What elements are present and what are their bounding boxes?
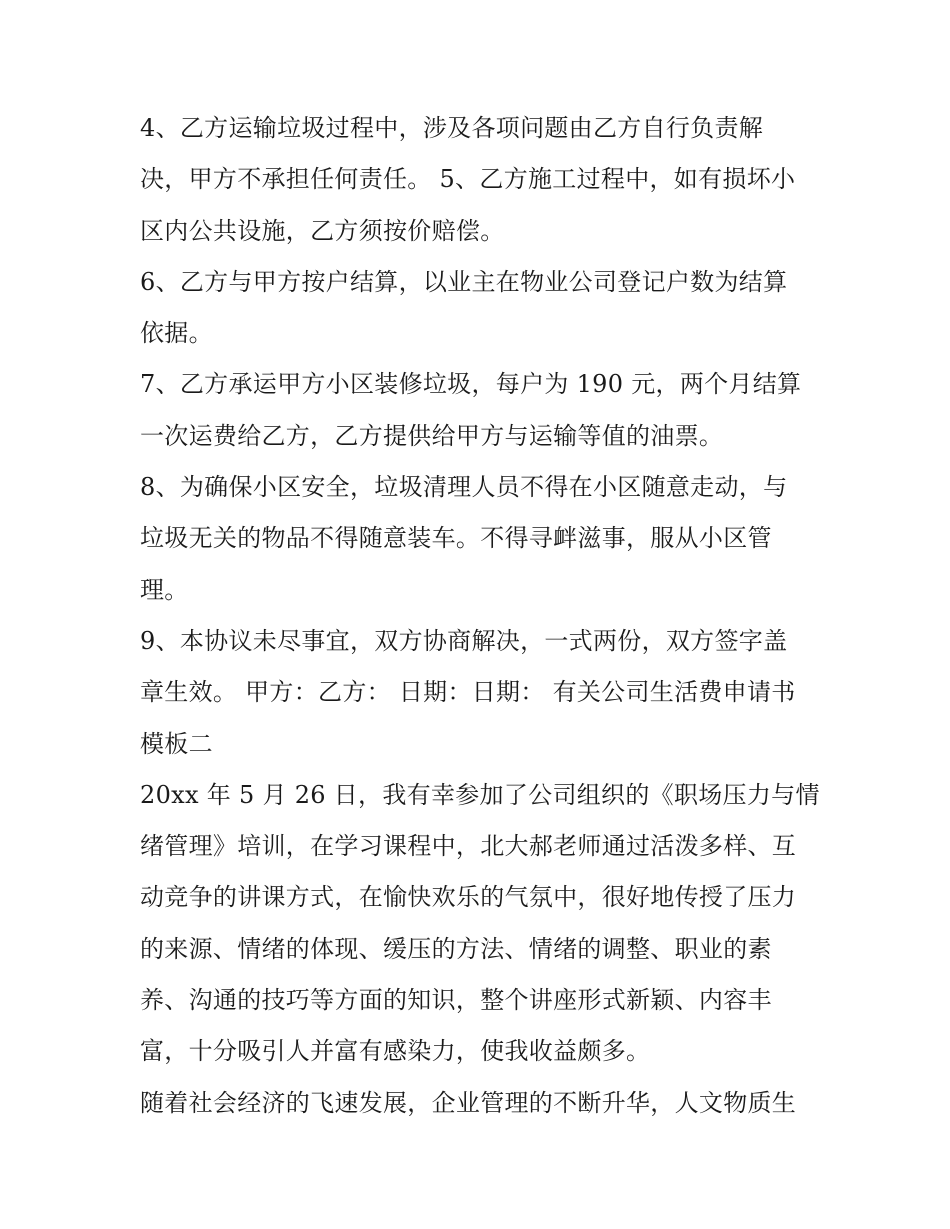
text-line: 9、本协议未尽事宜，双方协商解决，一式两份，双方签字盖: [140, 626, 788, 655]
text-line: 4、乙方运输垃圾过程中，涉及各项问题由乙方自行负责解: [140, 114, 764, 142]
text-line: 8、为确保小区安全，垃圾清理人员不得在小区随意走动，与: [140, 473, 788, 502]
text-line: 7、乙方承运甲方小区装修垃圾，每户为 190 元，两个月结算: [140, 370, 802, 399]
text-line: 依据。: [140, 319, 213, 348]
document-body: [140, 103, 820, 1129]
text-line: 章生效。 甲方：乙方： 日期：日期： 有关公司生活费申请书: [140, 678, 796, 707]
text-line: 20xx 年 5 月 26 日，我有幸参加了公司组织的《职场压力与情: [140, 780, 820, 809]
text-line: 绪管理》培训，在学习课程中，北大郝老师通过活泼多样、互: [140, 832, 797, 861]
text-line: 垃圾无关的物品不得随意装车。不得寻衅滋事，服从小区管: [140, 524, 772, 553]
text-line: 决，甲方不承担任何责任。 5、乙方施工过程中，如有损坏小: [140, 165, 796, 194]
text-line: 富，十分吸引人并富有感染力，使我收益颇多。: [140, 1037, 651, 1066]
text-line: 随着社会经济的飞速发展，企业管理的不断升华，人文物质生: [140, 1088, 797, 1117]
text-line: 模板二: [140, 729, 213, 758]
text-line: 6、乙方与甲方按户结算，以业主在物业公司登记户数为结算: [140, 267, 788, 296]
text-line: 理。: [140, 575, 189, 604]
text-line: 的来源、情绪的体现、缓压的方法、情绪的调整、职业的素: [140, 934, 772, 963]
text-line: 一次运费给乙方，乙方提供给甲方与运输等值的油票。: [140, 421, 724, 450]
text-line: 动竞争的讲课方式，在愉快欢乐的气氛中，很好地传授了压力: [140, 883, 797, 912]
text-line: 养、沟通的技巧等方面的知识，整个讲座形式新颖、内容丰: [140, 986, 772, 1015]
text-line: 区内公共设施，乙方须按价赔偿。: [140, 216, 505, 245]
